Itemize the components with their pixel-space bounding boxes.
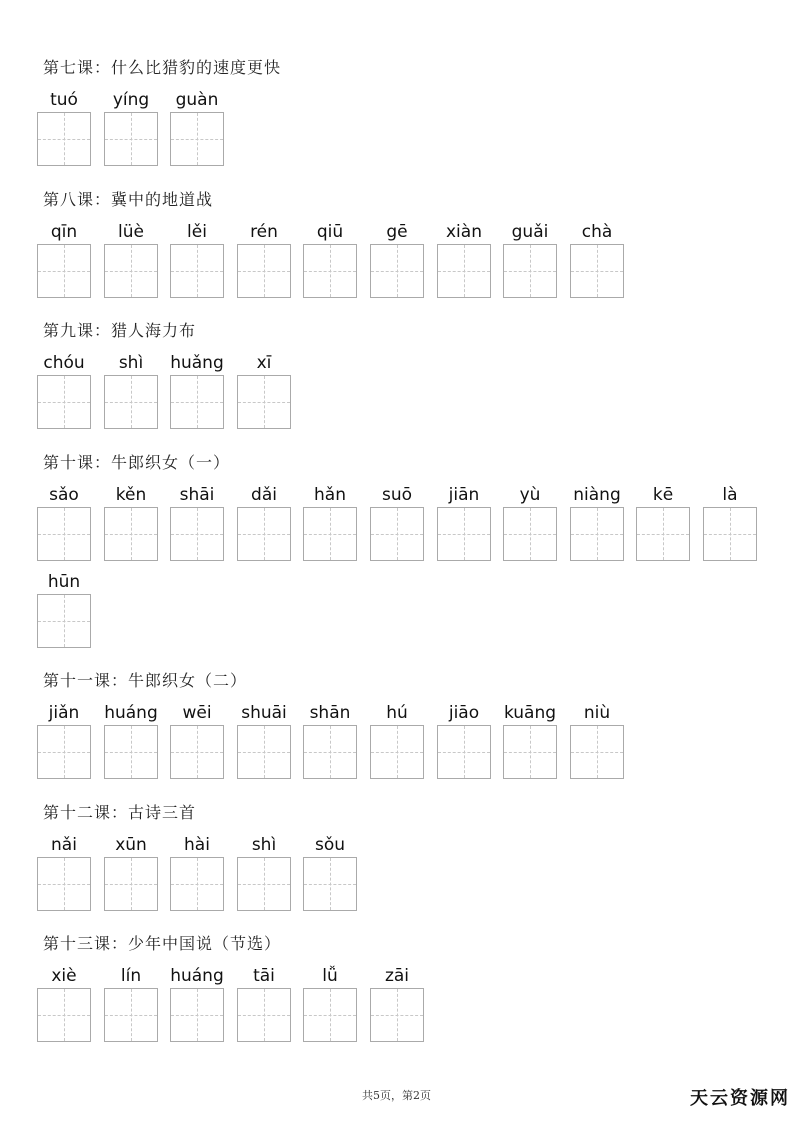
pinyin-label: xiè — [51, 966, 77, 986]
pinyin-label: lín — [120, 966, 142, 986]
grid-guide-vertical — [530, 245, 531, 297]
character-cell — [703, 483, 757, 561]
character-cell — [437, 220, 491, 298]
lesson-title: 第七课：什么比猎豹的速度更快 — [43, 58, 282, 77]
pinyin-label: xūn — [115, 835, 147, 855]
character-cell — [170, 964, 224, 1042]
grid-guide-vertical — [264, 989, 265, 1041]
character-cell — [37, 483, 91, 561]
grid-guide-vertical — [131, 508, 132, 560]
grid-guide-vertical — [264, 245, 265, 297]
pinyin-label: là — [722, 485, 738, 505]
pinyin-label: tuó — [50, 90, 78, 110]
writing-grid-box[interactable] — [437, 244, 491, 298]
pinyin-label: kěn — [115, 485, 147, 505]
grid-guide-vertical — [197, 989, 198, 1041]
writing-grid-box[interactable] — [104, 375, 158, 429]
writing-grid-box[interactable] — [37, 988, 91, 1042]
grid-guide-vertical — [64, 595, 65, 647]
grid-guide-vertical — [530, 508, 531, 560]
character-cell — [170, 833, 224, 911]
character-cell — [303, 701, 357, 779]
grid-guide-vertical — [131, 245, 132, 297]
grid-guide-vertical — [64, 508, 65, 560]
pinyin-label: hú — [386, 703, 408, 723]
pinyin-label: sǒu — [314, 835, 346, 855]
writing-grid-box[interactable] — [37, 112, 91, 166]
character-cell — [104, 483, 158, 561]
pinyin-label: kē — [652, 485, 674, 505]
character-cell — [503, 220, 557, 298]
writing-grid-box[interactable] — [237, 375, 291, 429]
writing-grid-box[interactable] — [303, 507, 357, 561]
grid-guide-vertical — [330, 858, 331, 910]
pinyin-label: hūn — [47, 572, 81, 592]
lesson-title: 第八课：冀中的地道战 — [43, 190, 214, 209]
grid-guide-vertical — [64, 376, 65, 428]
grid-guide-vertical — [730, 508, 731, 560]
grid-guide-vertical — [264, 858, 265, 910]
pinyin-label: hài — [184, 835, 210, 855]
character-cell — [237, 483, 291, 561]
character-cell — [37, 833, 91, 911]
writing-grid-box[interactable] — [104, 857, 158, 911]
writing-grid-box[interactable] — [370, 725, 424, 779]
grid-guide-vertical — [197, 858, 198, 910]
pinyin-label: niàng — [573, 485, 621, 505]
character-cell — [570, 220, 624, 298]
writing-grid-box[interactable] — [37, 244, 91, 298]
writing-grid-box[interactable] — [437, 725, 491, 779]
character-cell — [104, 833, 158, 911]
grid-guide-vertical — [64, 245, 65, 297]
pinyin-label: rén — [250, 222, 278, 242]
writing-grid-box[interactable] — [570, 244, 624, 298]
character-cell — [170, 351, 224, 429]
writing-grid-box[interactable] — [37, 507, 91, 561]
watermark-logo: 天云资源网 — [690, 1088, 790, 1109]
pinyin-label: lěi — [187, 222, 207, 242]
writing-grid-box[interactable] — [370, 507, 424, 561]
character-cell — [370, 701, 424, 779]
pinyin-label: chà — [581, 222, 613, 242]
character-cell — [237, 220, 291, 298]
character-cell — [170, 483, 224, 561]
grid-guide-vertical — [264, 376, 265, 428]
character-cell — [37, 88, 91, 166]
character-cell — [37, 220, 91, 298]
grid-guide-vertical — [131, 726, 132, 778]
character-cell — [237, 964, 291, 1042]
pinyin-label: huáng — [170, 966, 224, 986]
pinyin-label: niù — [583, 703, 611, 723]
writing-grid-box[interactable] — [170, 988, 224, 1042]
grid-guide-vertical — [530, 726, 531, 778]
writing-grid-box[interactable] — [170, 244, 224, 298]
pinyin-label: hǎn — [314, 485, 346, 505]
pinyin-label: guàn — [175, 90, 219, 110]
grid-guide-vertical — [131, 858, 132, 910]
writing-grid-box[interactable] — [570, 725, 624, 779]
writing-grid-box[interactable] — [570, 507, 624, 561]
writing-grid-box[interactable] — [303, 988, 357, 1042]
character-cell — [370, 220, 424, 298]
character-cell — [170, 701, 224, 779]
lesson-title: 第十二课：古诗三首 — [43, 803, 197, 822]
character-cell — [104, 964, 158, 1042]
writing-grid-box[interactable] — [237, 725, 291, 779]
pinyin-label: huáng — [104, 703, 158, 723]
grid-guide-vertical — [464, 508, 465, 560]
writing-grid-box[interactable] — [104, 725, 158, 779]
grid-guide-vertical — [397, 508, 398, 560]
character-cell — [503, 701, 557, 779]
character-cell — [170, 220, 224, 298]
writing-grid-box[interactable] — [170, 507, 224, 561]
grid-guide-vertical — [131, 113, 132, 165]
writing-grid-box[interactable] — [170, 112, 224, 166]
character-cell — [303, 833, 357, 911]
page-footer: 共5页，第2页 — [362, 1089, 431, 1102]
lesson-title: 第十三课：少年中国说（节选） — [43, 934, 282, 953]
pinyin-label: shāi — [179, 485, 215, 505]
grid-guide-vertical — [663, 508, 664, 560]
character-cell — [370, 483, 424, 561]
character-cell — [104, 220, 158, 298]
writing-grid-box[interactable] — [303, 244, 357, 298]
character-cell — [104, 88, 158, 166]
writing-grid-box[interactable] — [303, 725, 357, 779]
grid-guide-vertical — [64, 858, 65, 910]
grid-guide-vertical — [330, 726, 331, 778]
writing-grid-box[interactable] — [104, 112, 158, 166]
grid-guide-vertical — [64, 726, 65, 778]
writing-grid-box[interactable] — [370, 988, 424, 1042]
pinyin-label: dǎi — [251, 485, 277, 505]
pinyin-label: zāi — [384, 966, 410, 986]
character-cell — [37, 701, 91, 779]
pinyin-label: jiān — [448, 485, 480, 505]
pinyin-label: jiāo — [448, 703, 480, 723]
pinyin-label: guǎi — [511, 222, 549, 242]
writing-grid-box[interactable] — [503, 725, 557, 779]
pinyin-label: tāi — [253, 966, 275, 986]
writing-grid-box[interactable] — [703, 507, 757, 561]
character-cell — [170, 88, 224, 166]
character-cell — [370, 964, 424, 1042]
writing-grid-box[interactable] — [37, 375, 91, 429]
writing-grid-box[interactable] — [170, 725, 224, 779]
writing-grid-box[interactable] — [503, 244, 557, 298]
writing-grid-box[interactable] — [104, 244, 158, 298]
character-cell — [303, 483, 357, 561]
grid-guide-vertical — [131, 376, 132, 428]
character-cell — [37, 570, 91, 648]
grid-guide-vertical — [597, 726, 598, 778]
grid-guide-vertical — [131, 989, 132, 1041]
pinyin-label: kuāng — [503, 703, 557, 723]
grid-guide-vertical — [330, 989, 331, 1041]
grid-guide-vertical — [597, 245, 598, 297]
character-cell — [237, 351, 291, 429]
grid-guide-vertical — [397, 726, 398, 778]
writing-grid-box[interactable] — [237, 857, 291, 911]
grid-guide-vertical — [64, 113, 65, 165]
grid-guide-vertical — [64, 989, 65, 1041]
character-cell — [37, 351, 91, 429]
pinyin-label: huǎng — [170, 353, 224, 373]
writing-grid-box[interactable] — [636, 507, 690, 561]
grid-guide-vertical — [330, 508, 331, 560]
pinyin-label: xiàn — [446, 222, 482, 242]
grid-guide-vertical — [197, 376, 198, 428]
pinyin-label: lǚ — [322, 966, 338, 986]
character-cell — [570, 701, 624, 779]
character-cell — [303, 220, 357, 298]
writing-grid-box[interactable] — [370, 244, 424, 298]
pinyin-label: shuāi — [241, 703, 287, 723]
pinyin-label: qīn — [50, 222, 78, 242]
writing-grid-box[interactable] — [170, 857, 224, 911]
pinyin-label: shì — [118, 353, 144, 373]
grid-guide-vertical — [464, 245, 465, 297]
pinyin-label: lüè — [118, 222, 144, 242]
writing-grid-box[interactable] — [37, 725, 91, 779]
lesson-title: 第十一课：牛郎织女（二） — [43, 671, 248, 690]
writing-grid-box[interactable] — [237, 988, 291, 1042]
character-cell — [503, 483, 557, 561]
pinyin-label: wēi — [182, 703, 212, 723]
pinyin-label: jiǎn — [48, 703, 80, 723]
pinyin-label: xī — [256, 353, 272, 373]
writing-grid-box[interactable] — [503, 507, 557, 561]
lesson-title: 第九课：猎人海力布 — [43, 321, 197, 340]
pinyin-label: nǎi — [51, 835, 77, 855]
grid-guide-vertical — [464, 726, 465, 778]
pinyin-label: shì — [251, 835, 277, 855]
grid-guide-vertical — [397, 245, 398, 297]
grid-guide-vertical — [264, 726, 265, 778]
writing-grid-box[interactable] — [37, 594, 91, 648]
writing-grid-box[interactable] — [170, 375, 224, 429]
pinyin-label: yù — [519, 485, 541, 505]
pinyin-label: suō — [381, 485, 413, 505]
writing-grid-box[interactable] — [237, 507, 291, 561]
writing-grid-box[interactable] — [303, 857, 357, 911]
writing-grid-box[interactable] — [104, 988, 158, 1042]
writing-grid-box[interactable] — [237, 244, 291, 298]
character-cell — [104, 351, 158, 429]
character-cell — [237, 833, 291, 911]
pinyin-label: shān — [309, 703, 351, 723]
grid-guide-vertical — [197, 508, 198, 560]
pinyin-label: yíng — [112, 90, 150, 110]
character-cell — [636, 483, 690, 561]
writing-grid-box[interactable] — [104, 507, 158, 561]
grid-guide-vertical — [197, 726, 198, 778]
pinyin-label: chóu — [43, 353, 85, 373]
pinyin-label: sǎo — [49, 485, 79, 505]
grid-guide-vertical — [264, 508, 265, 560]
grid-guide-vertical — [397, 989, 398, 1041]
character-cell — [104, 701, 158, 779]
character-cell — [437, 701, 491, 779]
character-cell — [237, 701, 291, 779]
character-cell — [570, 483, 624, 561]
writing-grid-box[interactable] — [37, 857, 91, 911]
pinyin-label: qiū — [316, 222, 344, 242]
writing-grid-box[interactable] — [437, 507, 491, 561]
grid-guide-vertical — [330, 245, 331, 297]
grid-guide-vertical — [597, 508, 598, 560]
character-cell — [303, 964, 357, 1042]
pinyin-label: gē — [386, 222, 408, 242]
grid-guide-vertical — [197, 245, 198, 297]
lesson-title: 第十课：牛郎织女（一） — [43, 453, 231, 472]
character-cell — [437, 483, 491, 561]
grid-guide-vertical — [197, 113, 198, 165]
character-cell — [37, 964, 91, 1042]
